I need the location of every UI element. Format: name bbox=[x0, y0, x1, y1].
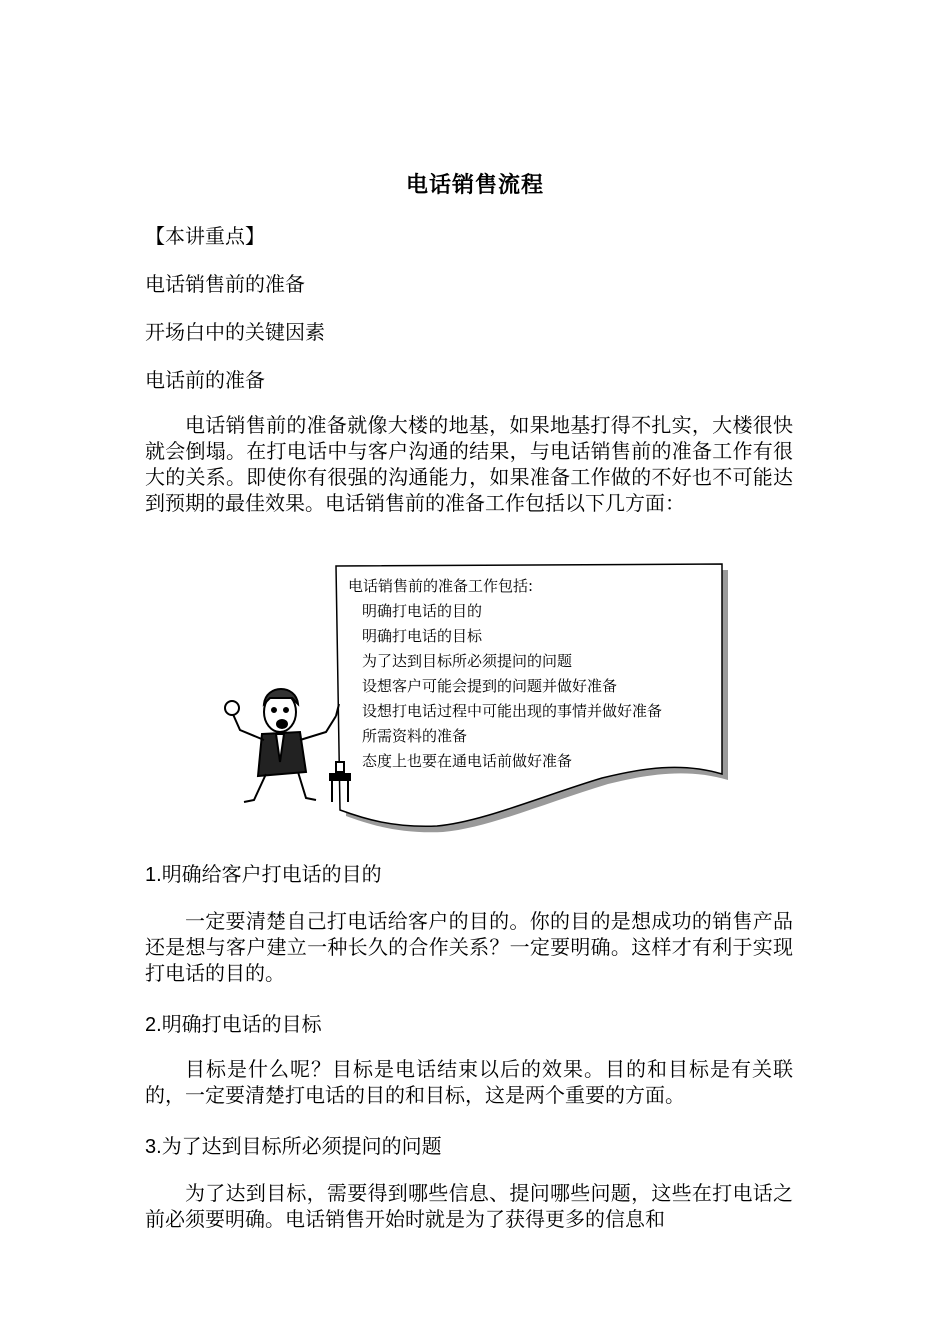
key-point-item: 开场白中的关键因素 bbox=[145, 320, 325, 344]
section-1-body: 一定要清楚自己打电话给客户的目的。你的目的是想成功的销售产品还是想与客户建立一种长久的合作关系？一定要明确。这样才有利于实现打电话的目的。 bbox=[145, 909, 793, 985]
presenter-figure bbox=[225, 689, 350, 802]
callout-text bbox=[348, 574, 662, 774]
section-number: 2. bbox=[145, 1014, 162, 1036]
section-title: 明确给客户打电话的目的 bbox=[161, 862, 382, 886]
key-point-item: 电话销售前的准备 bbox=[145, 272, 305, 296]
section-2-heading bbox=[145, 1008, 322, 1037]
section-number: 3. bbox=[145, 1136, 162, 1158]
callout-item: 明确打电话的目的 bbox=[362, 602, 483, 620]
preparation-illustration bbox=[218, 562, 728, 837]
callout-item: 设想客户可能会提到的问题并做好准备 bbox=[362, 677, 618, 695]
callout-item: 所需资料的准备 bbox=[362, 727, 468, 745]
callout-item: 明确打电话的目标 bbox=[362, 627, 483, 645]
section-3-heading bbox=[145, 1130, 442, 1159]
callout-item: 态度上也要在通电话前做好准备 bbox=[362, 752, 573, 770]
section-title: 明确打电话的目标 bbox=[161, 1012, 322, 1036]
section-title: 为了达到目标所必须提问的问题 bbox=[161, 1134, 442, 1158]
section-2-body: 目标是什么呢？目标是电话结束以后的效果。目的和目标是有关联的，一定要清楚打电话的目的和目标，这是两个重要的方面。 bbox=[145, 1057, 793, 1107]
intro-paragraph: 电话销售前的准备就像大楼的地基，如果地基打得不扎实，大楼很快就会倒塌。在打电话中与客户沟通的结果，与电话销售前的准备工作有很大的关系。即使你有很强的沟通能力，如果准备工作做的不好也不可能达到预期的最佳效果。电话销售前的准备工作包括以下几方面： bbox=[145, 413, 793, 515]
section-heading: 电话前的准备 bbox=[145, 368, 265, 392]
callout-heading: 电话销售前的准备工作包括: bbox=[348, 577, 534, 595]
page-title: 电话销售流程 bbox=[405, 172, 544, 198]
section-1-heading bbox=[145, 858, 382, 887]
key-points-label: 【本讲重点】 bbox=[145, 224, 265, 248]
section-3-body: 为了达到目标，需要得到哪些信息、提问哪些问题，这些在打电话之前必须要明确。电话销售开始时就是为了获得更多的信息和 bbox=[145, 1181, 793, 1231]
callout-item: 设想打电话过程中可能出现的事情并做好准备 bbox=[362, 702, 663, 720]
callout-item: 为了达到目标所必须提问的问题 bbox=[362, 652, 573, 670]
section-number: 1. bbox=[145, 864, 162, 886]
